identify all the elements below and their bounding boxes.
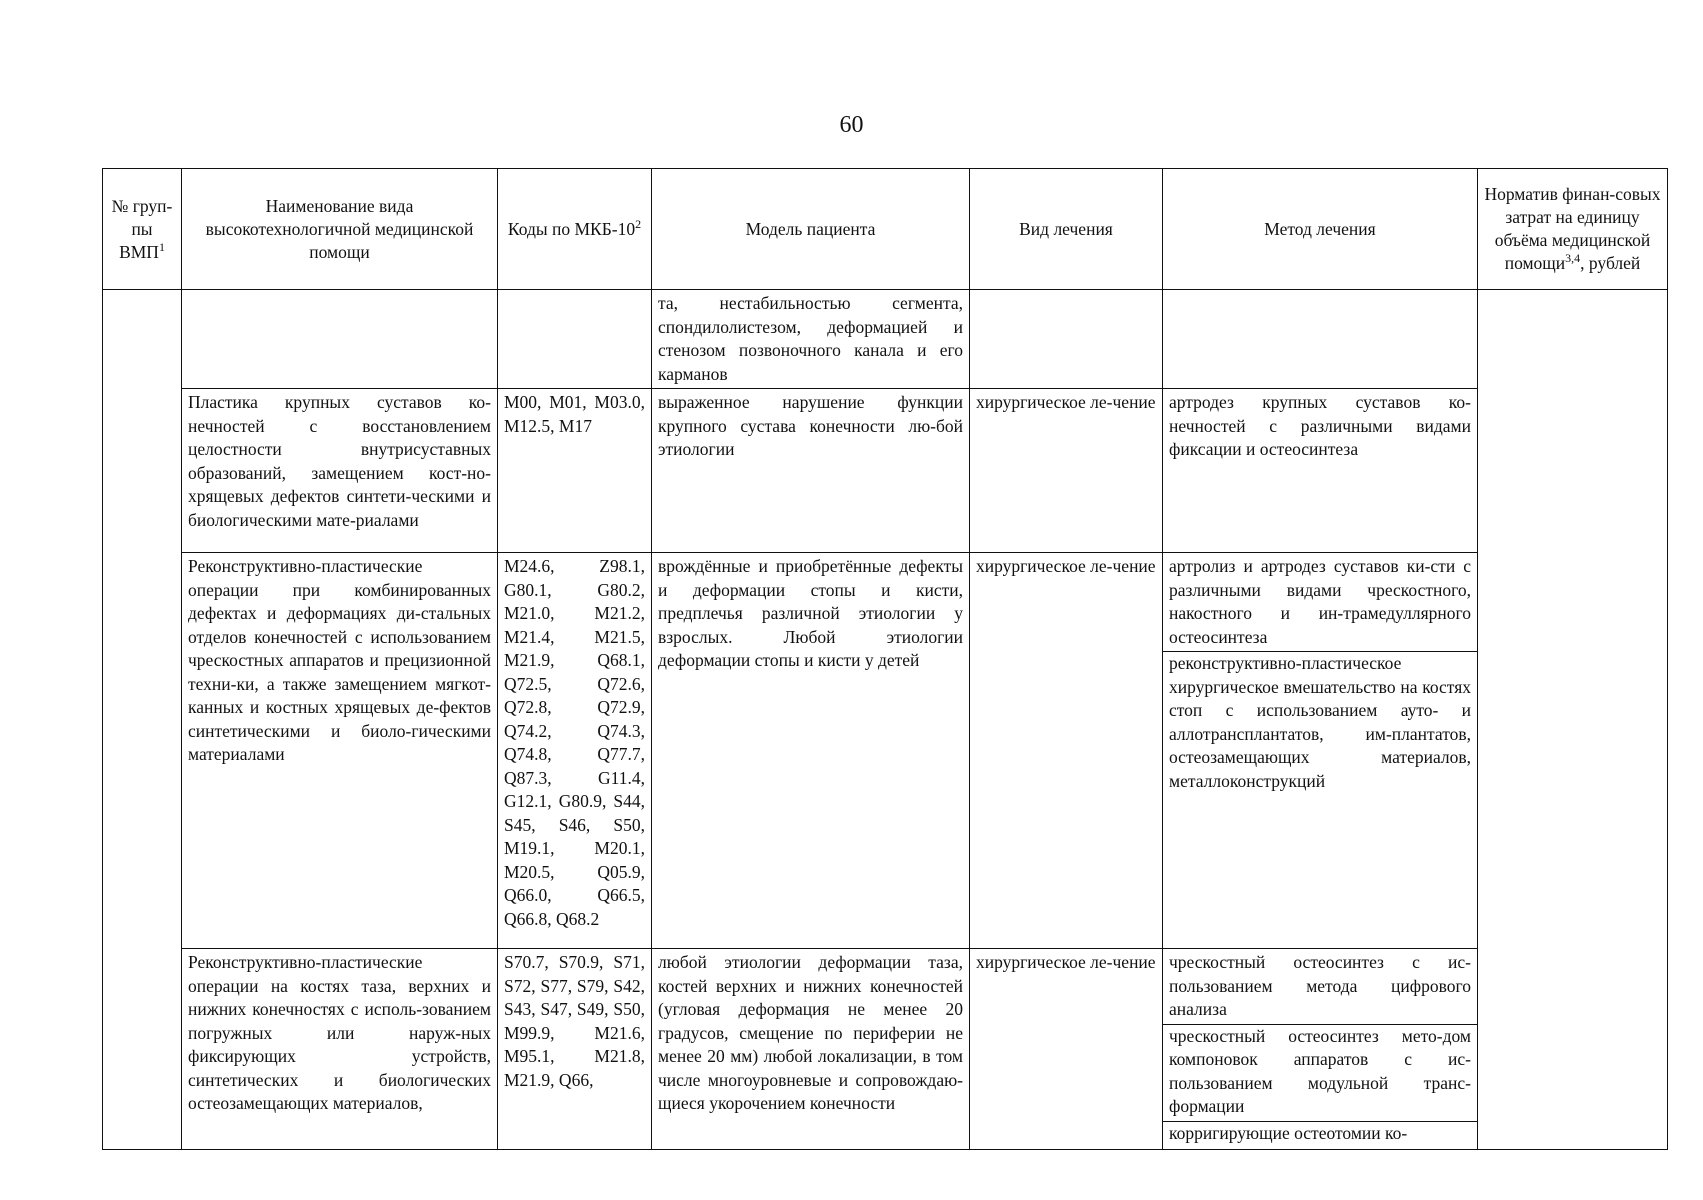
method-item: артродез крупных суставов ко-нечностей с различными видами фиксации и остеосинтеза (1169, 392, 1471, 459)
patient-model-cell: та, нестабильностью сегмента, спондилолистезом, деформацией и стенозом позвоночного канала и его карманов (652, 290, 970, 389)
table-header-row (103, 169, 1668, 290)
table-row (103, 290, 1668, 389)
method-cell (1163, 949, 1478, 1150)
vmp-name-cell (182, 290, 498, 389)
table-row (103, 949, 1668, 1150)
header-codes: Коды по МКБ-$10^2$ (498, 169, 652, 290)
codes-cell: S70.7, S70.9, S71, S72, S77, S79, S42, S43, S47, S49, S50, M99.9, M21.6, M95.1, M21.8, M21.9, Q66, (498, 949, 652, 1150)
method-item (1163, 292, 1477, 294)
vmp-name-cell: Реконструктивно-пластические операции на костях таза, верхних и нижних конечностях с исполь-зованием погружных или наруж-ных фиксирующих устройств, синтетических и биологических остеозамещающих материалов, (182, 949, 498, 1150)
method-item: чрескостный остеосинтез мето-дом компоновок аппаратов с ис-пользованием модульной транс-формации (1163, 1025, 1477, 1122)
codes-cell: M24.6, Z98.1, G80.1, G80.2, M21.0, M21.2, M21.4, M21.5, M21.9, Q68.1, Q72.5, Q72.6, Q72.8, Q72.9, Q74.2, Q74.3, Q74.8, Q77.7, Q87.3, G11.4, G12.1, G80.9, S44, S45, S46, S50, M19.1, M20.1, M20.5, Q05.9, Q66.0, Q66.5, Q66.8, Q68.2 (498, 553, 652, 949)
method-item: артролиз и артродез суставов ки-сти с различными видами чрескостного, накостного и ин-трамедуллярного остеосинтеза (1163, 555, 1477, 652)
treatment-type-cell: хирургическое ле-чение (970, 389, 1163, 553)
header-treatment-type: Вид лечения (970, 169, 1163, 290)
group-no-cell (103, 290, 182, 1150)
patient-model-cell: врождённые и приобретённые дефекты и деформации стопы и кисти, предплечья различной этиологии у взрослых. Любой этиологии деформации стопы и кисти у детей (652, 553, 970, 949)
header-name: Наименование вида высокотехнологичной медицинской помощи (182, 169, 498, 290)
patient-model-cell: выраженное нарушение функции крупного сустава конечности лю-бой этиологии (652, 389, 970, 553)
treatment-type-cell (970, 290, 1163, 389)
treatment-type-cell: хирургическое ле-чение (970, 949, 1163, 1150)
method-item: реконструктивно-пластическое хирургическое вмешательство на костях стоп с использованием ауто- и аллотрансплантатов, им-плантатов, остеозамещающих материалов, металлоконструкций (1169, 653, 1471, 791)
page-number: 60 (839, 112, 864, 138)
header-group-no: № груп-пы ВМП$^1$ (103, 169, 182, 290)
method-item: корригирующие остеотомии ко- (1169, 1122, 1408, 1143)
header-norm: Норматив финан-совых затрат на единицу объёма медицинской помощи$^{3,4}$, рублей (1478, 169, 1668, 290)
header-method: Метод лечения (1163, 169, 1478, 290)
codes-cell: M00, M01, M03.0, M12.5, M17 (498, 389, 652, 553)
treatment-type-cell: хирургическое ле-чение (970, 553, 1163, 949)
patient-model-cell: любой этиологии деформации таза, костей верхних и нижних конечностей (угловая деформация не менее 20 градусов, смещение по периферии не менее 20 мм) любой локализации, в том числе многоуровневые и сопровождаю-щиеся укорочением конечности (652, 949, 970, 1150)
norm-cell (1478, 290, 1668, 1150)
table-row (103, 389, 1668, 553)
vmp-table (102, 168, 1668, 1150)
method-item: чрескостный остеосинтез с ис-пользованием метода цифрового анализа (1163, 951, 1477, 1025)
header-patient-model: Модель пациента (652, 169, 970, 290)
table-row (103, 553, 1668, 949)
method-cell (1163, 290, 1478, 389)
method-cell (1163, 553, 1478, 949)
method-cell (1163, 389, 1478, 553)
vmp-name-cell: Пластика крупных суставов ко-нечностей с восстановлением целостности внутрисуставных образований, замещением кост-но-хрящевых дефектов синтети-ческими и биологическими мате-риалами (182, 389, 498, 553)
vmp-name-cell: Реконструктивно-пластические операции при комбинированных дефектах и деформациях ди-стальных отделов конечностей с использованием чрескостных аппаратов и прецизионной техни-ки, а также замещением мягкот-канных и костных хрящевых де-фектов синтетическими и биоло-гическими материалами (182, 553, 498, 949)
codes-cell (498, 290, 652, 389)
